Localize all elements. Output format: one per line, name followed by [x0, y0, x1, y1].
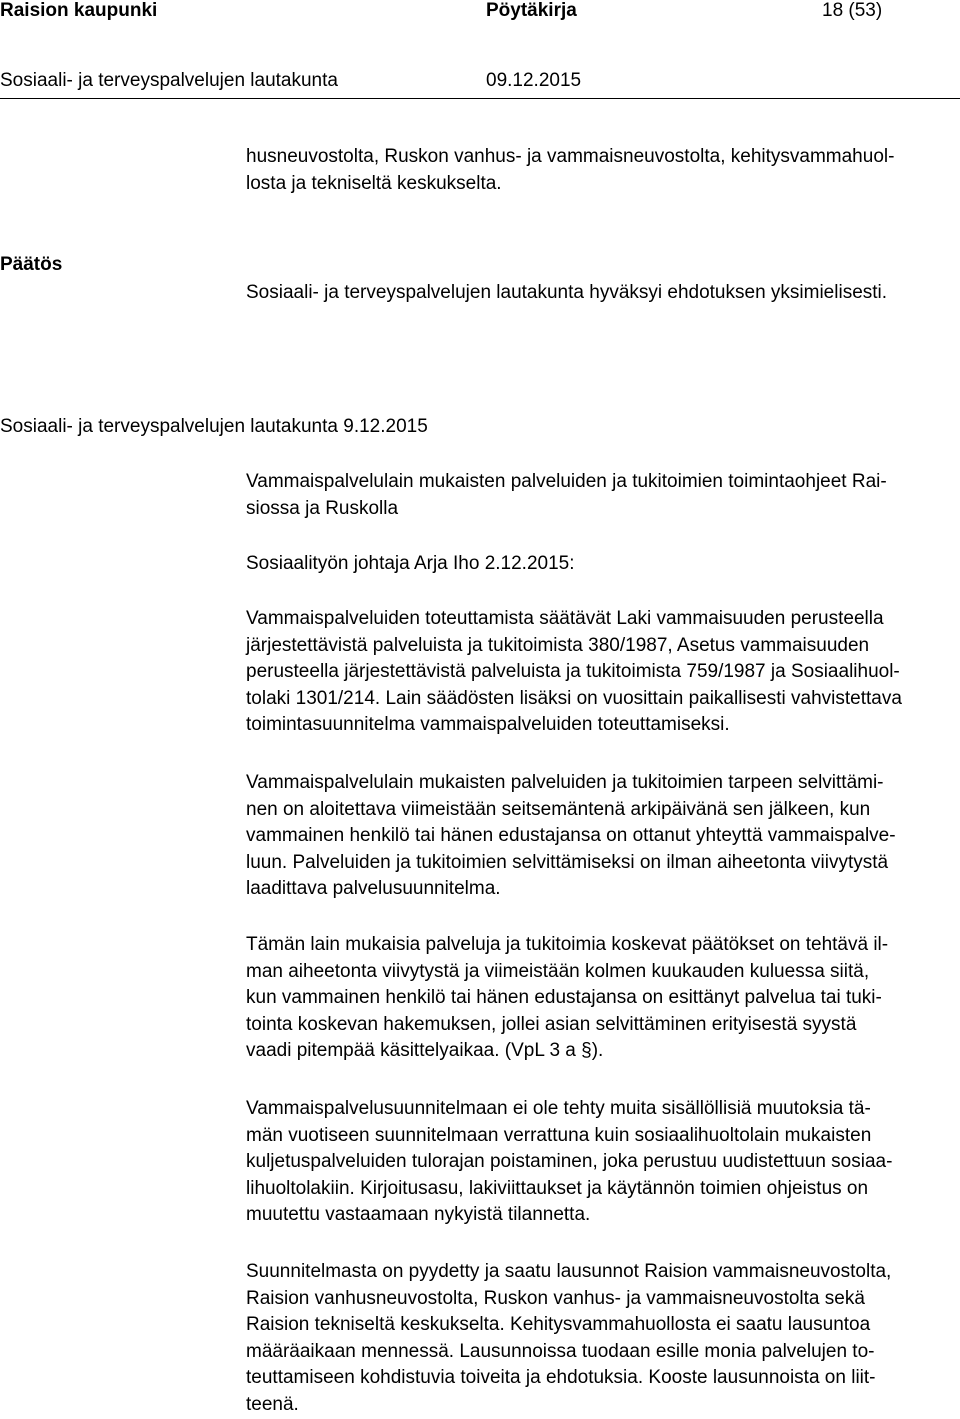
text-line: muutettu vastaamaan nykyistä tilannetta.	[246, 1204, 591, 1226]
title-line: Vammaispalvelulain mukaisten palveluiden ja tukitoimien toimintaohjeet Rai-	[246, 471, 887, 492]
body-paragraph	[246, 606, 902, 739]
text-line: laadittava palvelusuunnitelma.	[246, 878, 501, 900]
text-line: perusteella järjestettävistä palveluista ja tukitoimista 759/1987 ja Sosiaalihuol-	[246, 661, 900, 683]
text-line: järjestettävistä palveluista ja tukitoimista 380/1987, Asetus vammaisuuden	[246, 634, 870, 656]
committee-name: Sosiaali- ja terveyspalvelujen lautakunta	[0, 70, 338, 91]
text-line: Vammaispalveluiden toteuttamista säätävät Laki vammaisuuden perusteella	[246, 608, 884, 629]
text-line: Suunnitelmasta on pyydetty ja saatu lausunnot Raision vammaisneuvostolta,	[246, 1261, 892, 1282]
text-line: kun vammainen henkilö tai hänen edustajansa on esittänyt palvelua tai tuki-	[246, 987, 882, 1009]
presenter-line: Sosiaalityön johtaja Arja Iho 2.12.2015:	[246, 553, 575, 574]
body-paragraph	[246, 1096, 892, 1229]
text-line: tolaki 1301/214. Lain säädösten lisäksi on vuosittain paikallisesti vahvistettava	[246, 687, 902, 709]
text-line: husneuvostolta, Ruskon vanhus- ja vammaisneuvostolta, kehitysvammahuol-	[246, 146, 895, 167]
text-line: luun. Palveluiden ja tukitoimien selvittämiseksi on ilman aiheetonta viivytystä	[246, 851, 889, 873]
text-line: Raision tekniseltä keskukselta. Kehitysvammahuollosta ei saatu lausuntoa	[246, 1314, 871, 1336]
text-line: Raision vanhusneuvostolta, Ruskon vanhus- ja vammaisneuvostolta sekä	[246, 1287, 865, 1309]
text-line: losta ja tekniseltä keskukselta.	[246, 172, 502, 194]
text-line: toimintasuunnitelma vammaispalveluiden toteuttamiseksi.	[246, 714, 730, 736]
text-line: Vammaispalvelusuunnitelmaan ei ole tehty muita sisällöllisiä muutoksia tä-	[246, 1098, 871, 1119]
text-line: määräaikaan mennessä. Lausunnoissa tuodaan esille monia palvelujen to-	[246, 1340, 875, 1362]
title-line: siossa ja Ruskolla	[246, 497, 399, 519]
continuation-paragraph	[246, 144, 894, 197]
body-paragraph	[246, 1259, 891, 1419]
text-line: lihuoltolakiin. Kirjoitusasu, lakiviittaukset ja käytännön toimien ohjeistus on	[246, 1177, 869, 1199]
text-line: teenä.	[246, 1393, 299, 1415]
text-line: män vuotiseen suunnitelmaan verrattuna kuin sosiaalihuoltolain mukaisten	[246, 1124, 872, 1146]
section-meeting-line: Sosiaali- ja terveyspalvelujen lautakunta 9.12.2015	[0, 416, 428, 437]
text-line: Tämän lain mukaisia palveluja ja tukitoimia koskevat päätökset on tehtävä il-	[246, 934, 889, 955]
text-line: Vammaispalvelulain mukaisten palveluiden ja tukitoimien tarpeen selvittämi-	[246, 772, 884, 793]
page-number: 18 (53)	[822, 0, 883, 21]
document-type: Pöytäkirja	[486, 0, 577, 21]
text-line: man aiheetonta viivytystä ja viimeistään kolmen kuukauden kuluessa siitä,	[246, 960, 870, 982]
body-paragraph	[246, 932, 888, 1065]
text-line: kuljetuspalveluiden tulorajan poistaminen, joka perustuu uudistettuun sosiaa-	[246, 1151, 893, 1173]
meeting-date: 09.12.2015	[486, 70, 582, 91]
text-line: vammainen henkilö tai hänen edustajansa on ottanut yhteyttä vammaispalve-	[246, 825, 896, 847]
section-title	[246, 469, 887, 522]
text-line: tointa koskevan hakemuksen, jollei asian selvittäminen erityisestä syystä	[246, 1013, 857, 1035]
text-line: teuttamiseen kohdistuvia toiveita ja ehdotuksia. Kooste lausunnoista on liit-	[246, 1367, 876, 1389]
organization-name: Raision kaupunki	[0, 0, 158, 21]
header-divider	[0, 98, 960, 99]
text-line: vaadi pitempää käsittelyaikaa. (VpL 3 a §).	[246, 1040, 604, 1062]
body-paragraph	[246, 770, 896, 903]
decision-heading: Päätös	[0, 254, 63, 275]
text-line: nen on aloitettava viimeistään seitsemäntenä arkipäivänä sen jälkeen, kun	[246, 798, 871, 820]
decision-text: Sosiaali- ja terveyspalvelujen lautakunta hyväksyi ehdotuksen yksimielisesti.	[246, 282, 888, 303]
